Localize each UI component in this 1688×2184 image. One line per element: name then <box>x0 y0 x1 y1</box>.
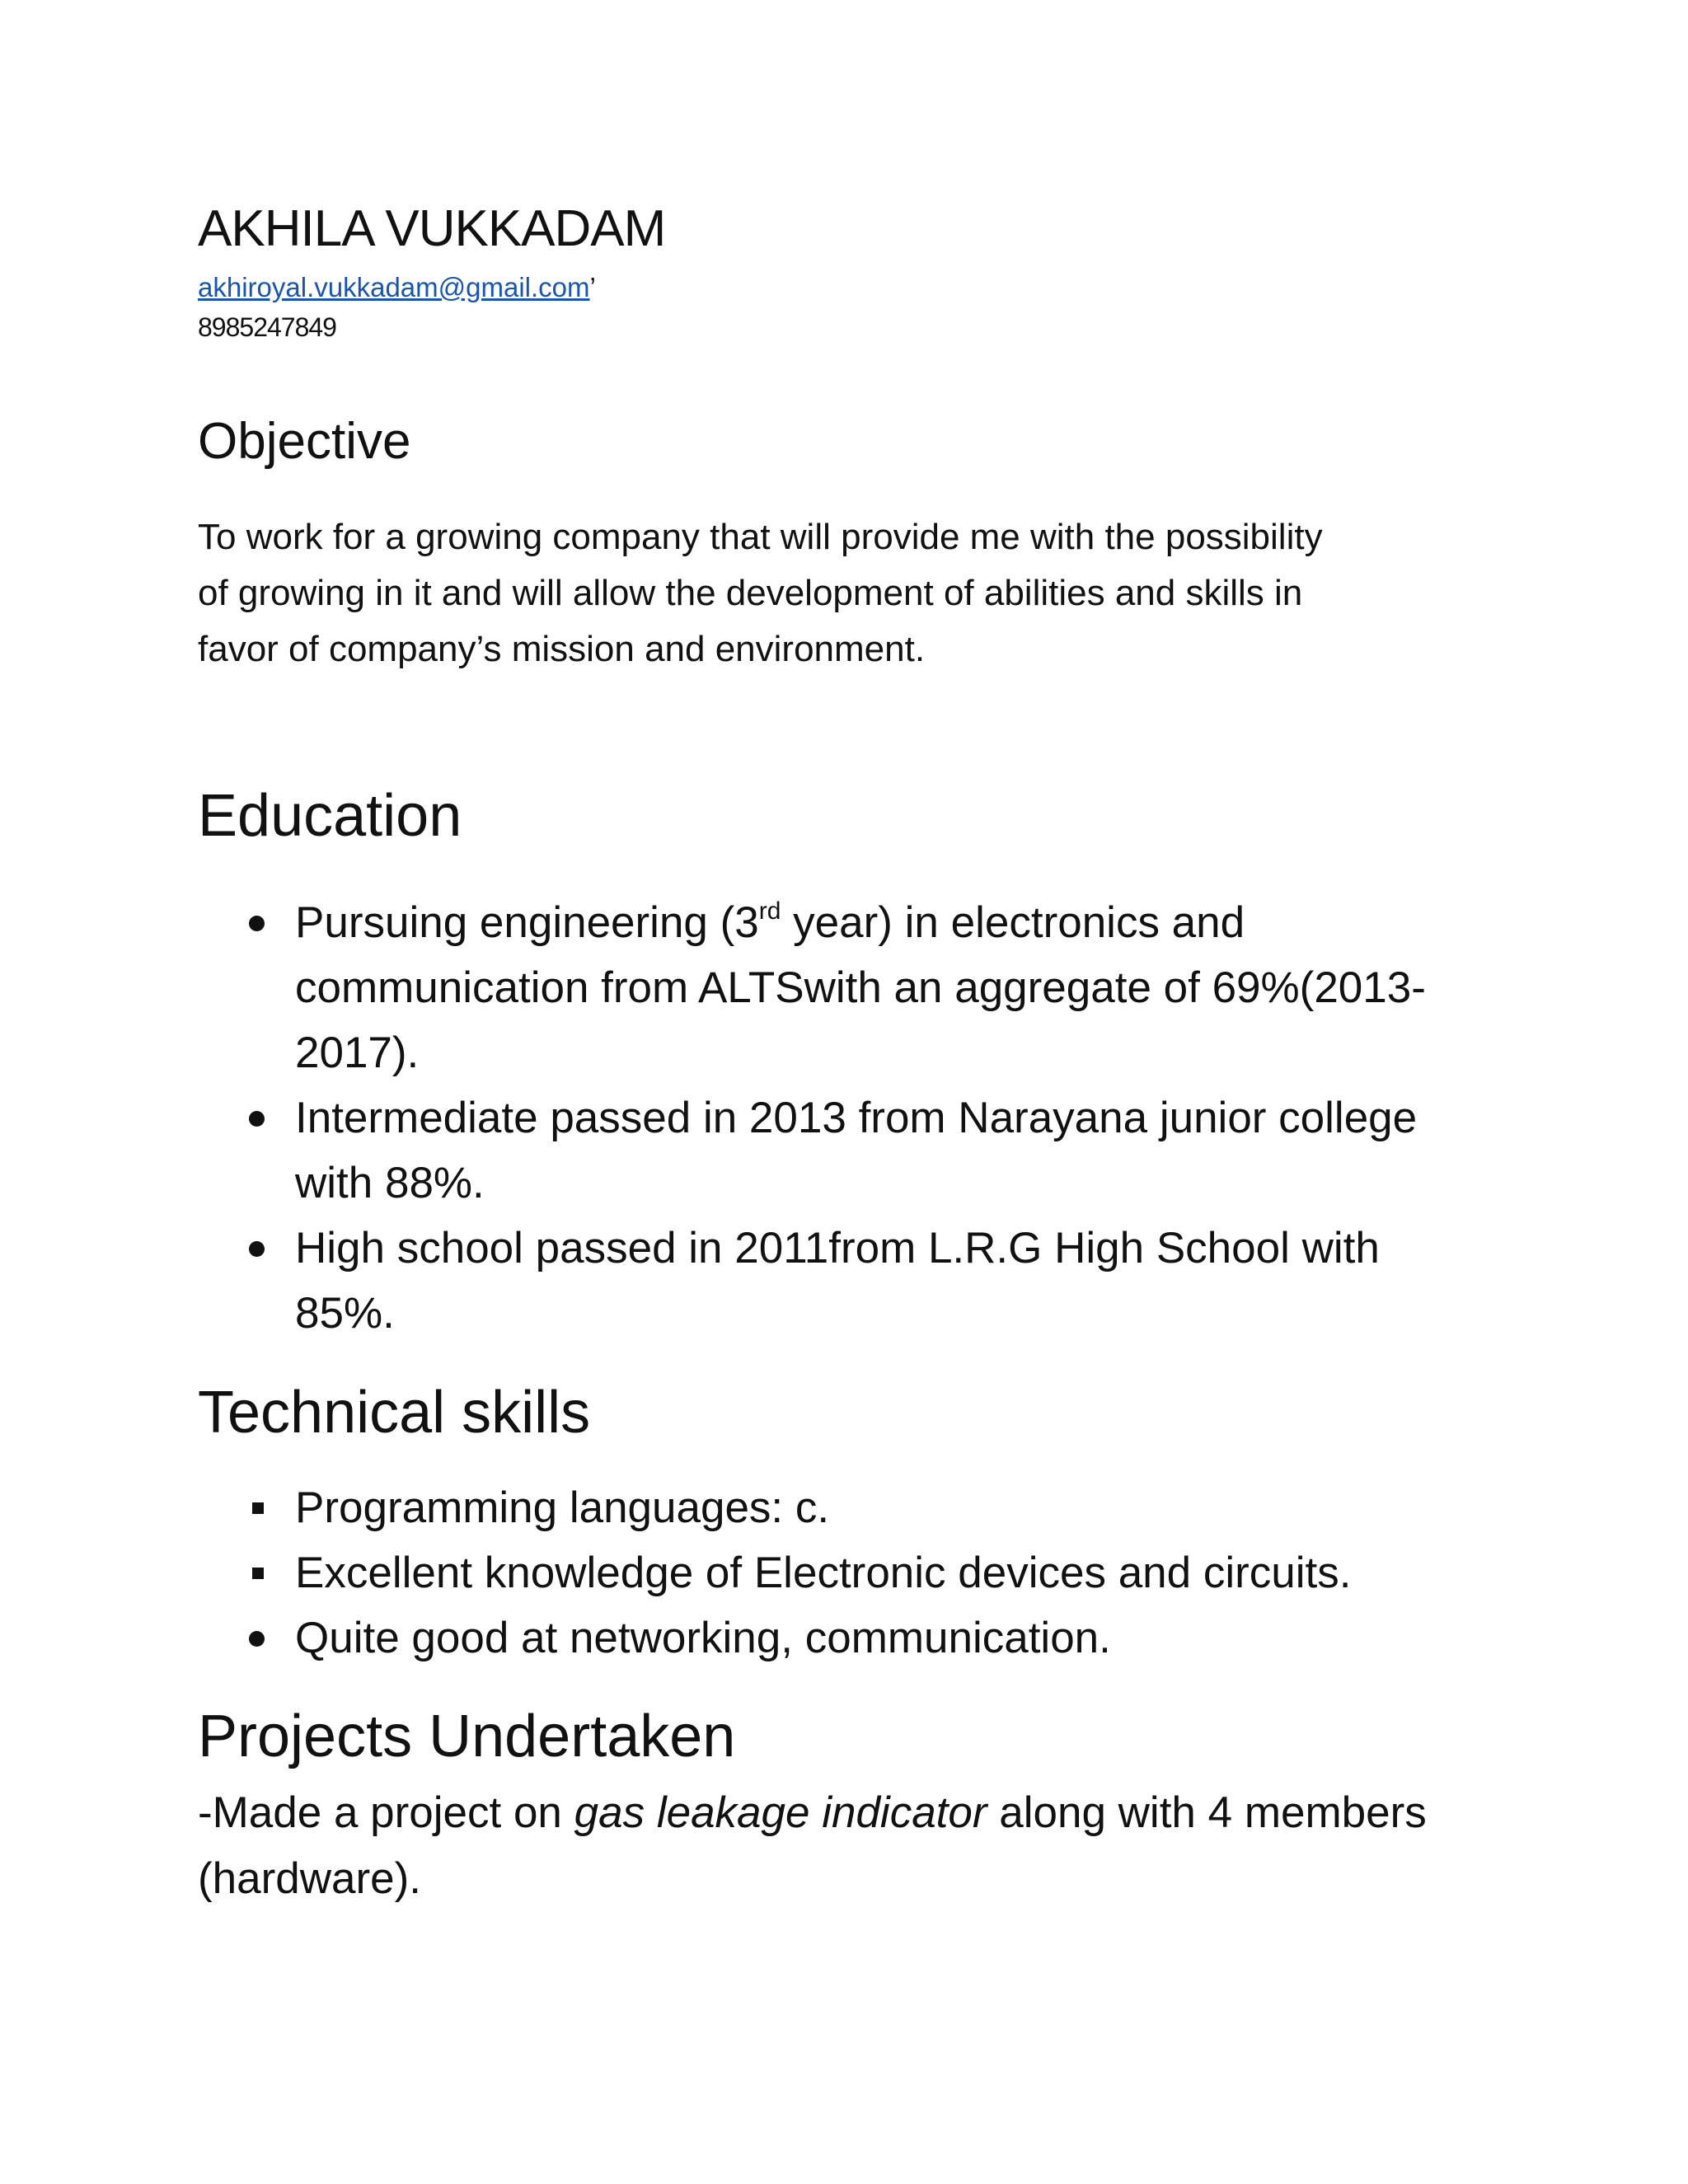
skill-item <box>198 1475 1517 1540</box>
education-item-text: 2017). <box>295 1029 420 1077</box>
ordinal-superscript: rd <box>758 898 781 925</box>
education-item-text: Pursuing engineering (3 <box>295 898 759 947</box>
skill-item-text: Quite good at networking, communication. <box>295 1614 1111 1662</box>
projects-text-part: along with 4 members <box>987 1788 1427 1837</box>
skill-item <box>198 1605 1517 1671</box>
skill-item-text: Programming languages: c. <box>295 1483 830 1532</box>
projects-text-part: -Made a project on <box>198 1788 574 1837</box>
objective-text <box>198 509 1517 677</box>
education-item-text: communication from ALTSwith an aggregate of 69%(2013- <box>295 963 1426 1012</box>
objective-line: To work for a growing company that will provide me with the possibility <box>198 517 1323 557</box>
objective-line: favor of company’s mission and environment. <box>198 629 926 669</box>
bullet-dot-icon <box>249 1111 265 1127</box>
education-list <box>198 890 1517 1346</box>
objective-heading: Objective <box>198 413 411 470</box>
projects-text <box>198 1780 1517 1912</box>
education-item-text: with 88%. <box>295 1159 485 1207</box>
projects-text-part: (hardware). <box>198 1854 421 1903</box>
education-item <box>198 890 1517 1085</box>
education-heading: Education <box>198 783 462 849</box>
bullet-square-icon <box>252 1568 264 1579</box>
candidate-name: AKHILA VUKKADAM <box>198 200 666 257</box>
contact-email-line <box>198 271 596 304</box>
education-item-text: Intermediate passed in 2013 from Narayana junior college <box>295 1094 1418 1142</box>
email-suffix: ’ <box>589 272 596 302</box>
skill-item-text: Excellent knowledge of Electronic devices and circuits. <box>295 1549 1352 1597</box>
education-item <box>198 1216 1517 1346</box>
education-item <box>198 1085 1517 1216</box>
bullet-square-icon <box>252 1502 264 1514</box>
objective-line: of growing in it and will allow the development of abilities and skills in <box>198 573 1303 613</box>
projects-heading: Projects Undertaken <box>198 1704 736 1769</box>
skills-list <box>198 1475 1517 1671</box>
skill-item <box>198 1540 1517 1605</box>
bullet-dot-icon <box>249 1631 265 1647</box>
contact-phone: 8985247849 <box>198 312 336 342</box>
bullet-dot-icon <box>249 1241 265 1257</box>
email-link[interactable]: akhiroyal.vukkadam@gmail.com <box>198 272 590 302</box>
technical-skills-heading: Technical skills <box>198 1380 591 1446</box>
bullet-dot-icon <box>249 916 265 931</box>
education-item-text: High school passed in 2011from L.R.G High School with <box>295 1224 1380 1272</box>
project-title: gas leakage indicator <box>574 1788 987 1837</box>
education-item-text: 85%. <box>295 1289 395 1338</box>
education-item-text: year) in electronics and <box>781 898 1245 947</box>
